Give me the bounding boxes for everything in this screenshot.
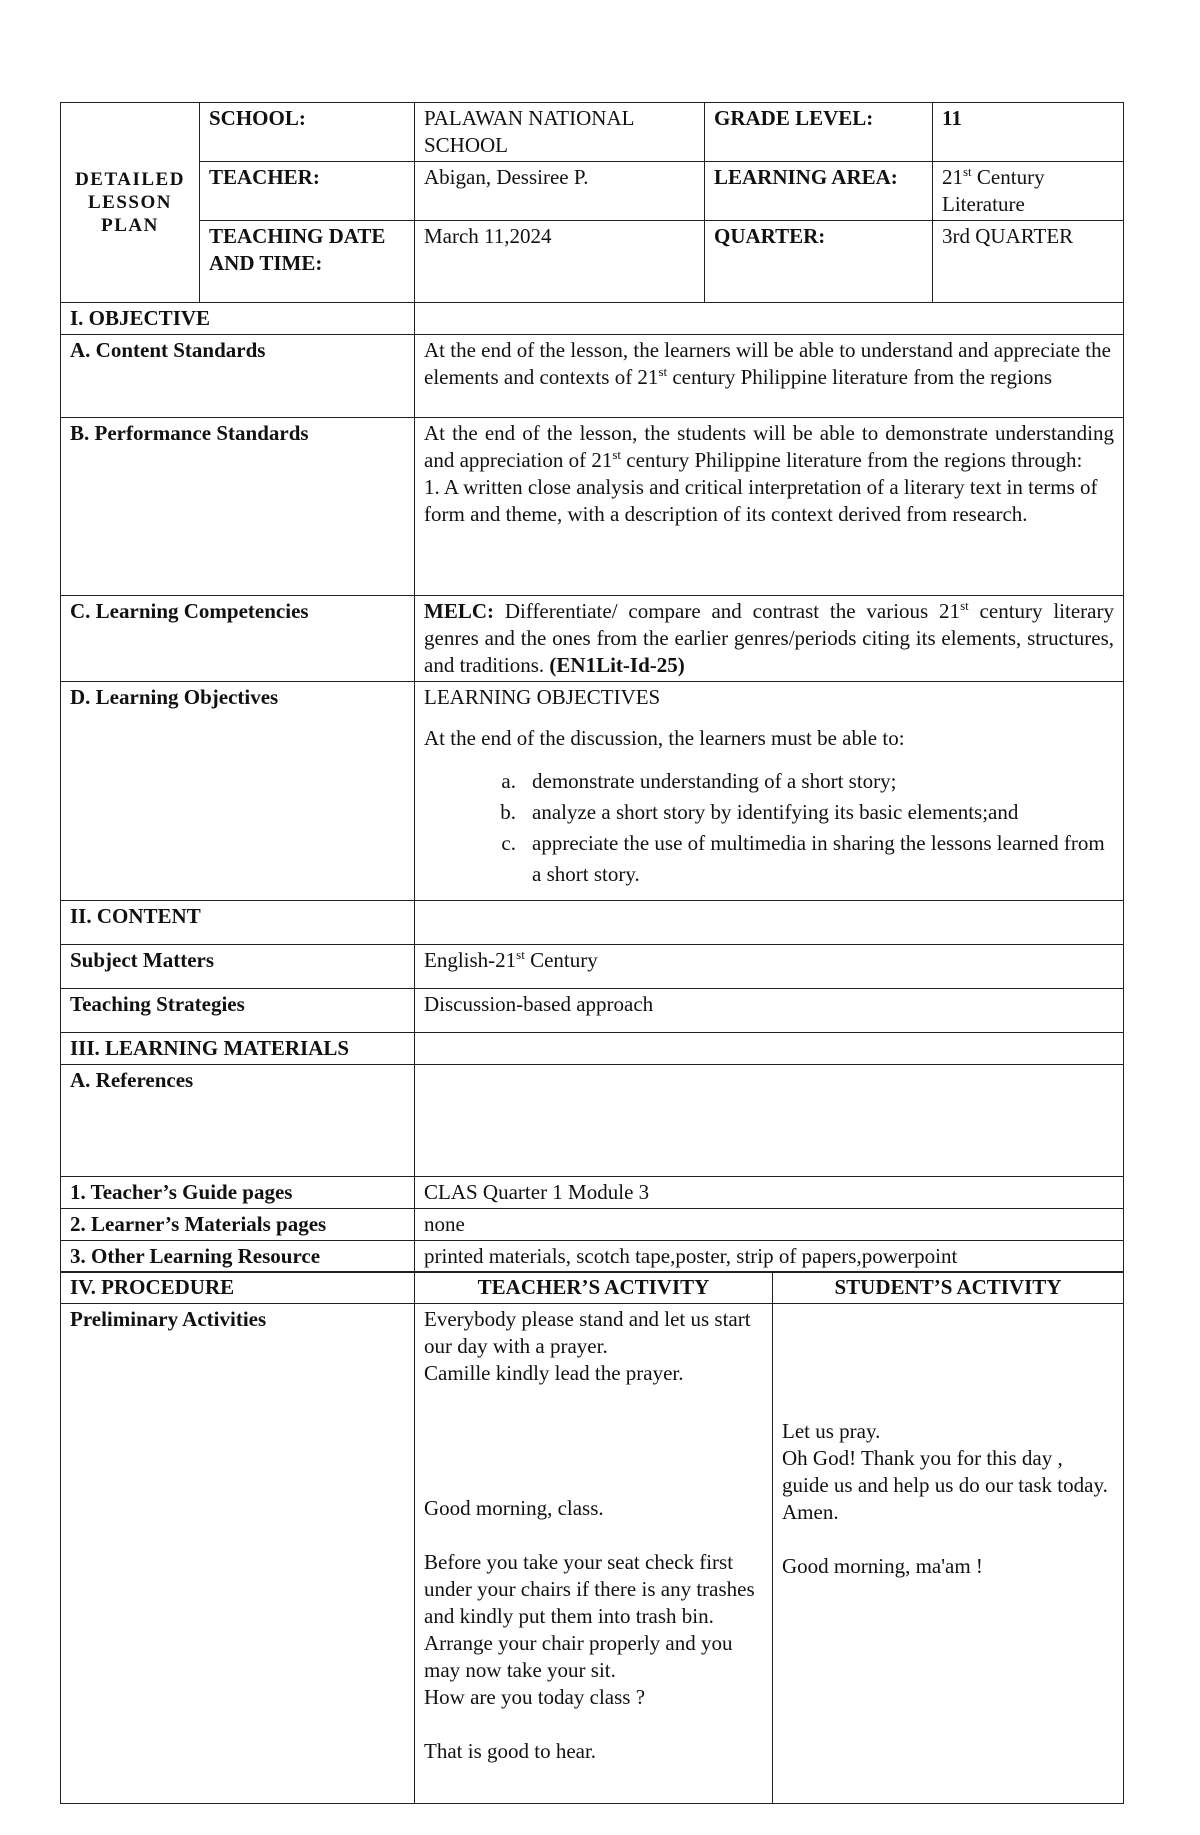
list-item: c. appreciate the use of multimedia in sharing the lessons learned from a short story. (501, 830, 1105, 886)
area-label: LEARNING AREA: (705, 162, 933, 221)
grade-value: 11 (933, 103, 1124, 162)
list-item: b. analyze a short story by identifying its basic elements;and (500, 799, 1019, 824)
date-label: TEACHING DATE AND TIME: (200, 221, 415, 303)
objective-title: I. OBJECTIVE (61, 302, 415, 334)
objectives-list (424, 766, 1114, 890)
school-value: PALAWAN NATIONAL SCHOOL (415, 103, 705, 162)
procedure-title: IV. PROCEDURE (61, 1272, 415, 1304)
objectives-value: LEARNING OBJECTIVES At the end of the discussion, the learners must be able to: a. demonstrate understanding of a short story; b. analyze a short story by identifying its basic elements;and c. appreciate the use of multimedia in sharing the lessons learned from a short story. (415, 681, 1124, 900)
content-title: II. CONTENT (61, 900, 415, 944)
teacher-label: TEACHER: (200, 162, 415, 221)
teacher-activity-header: TEACHER’S ACTIVITY (415, 1272, 773, 1304)
prelim-label: Preliminary Activities (61, 1304, 415, 1804)
lesson-plan-document (60, 102, 1123, 1804)
main-table (60, 302, 1124, 1273)
subject-label: Subject Matters (61, 944, 415, 988)
area-value: 21st Century Literature (933, 162, 1124, 221)
quarter-label: QUARTER: (705, 221, 933, 303)
competencies-label: C. Learning Competencies (61, 595, 415, 681)
procedure-table (60, 1271, 1124, 1804)
header-table (60, 102, 1124, 303)
list-item: a. demonstrate understanding of a short story; (501, 768, 897, 793)
student-activity-cell: Let us pray. Oh God! Thank you for this day , guide us and help us do our task today. Amen. Good morning, ma'am ! (773, 1304, 1124, 1804)
performance-standards-label: B. Performance Standards (61, 417, 415, 595)
content-standards-value: At the end of the lesson, the learners will be able to understand and appreciate the elements and contexts of 21st century Philippine literature from the regions (415, 334, 1124, 417)
strategies-value: Discussion-based approach (415, 988, 1124, 1032)
references-label: A. References (61, 1064, 415, 1176)
tg-value: CLAS Quarter 1 Module 3 (415, 1176, 1124, 1208)
teacher-value: Abigan, Dessiree P. (415, 162, 705, 221)
school-label: SCHOOL: (200, 103, 415, 162)
student-activity-header: STUDENT’S ACTIVITY (773, 1272, 1124, 1304)
other-resource-value: printed materials, scotch tape,poster, strip of papers,powerpoint (415, 1240, 1124, 1272)
dlp-title: DETAILED LESSON PLAN (61, 103, 200, 303)
performance-standards-value: At the end of the lesson, the students will be able to demonstrate understanding and appreciation of 21st century Philippine literature from the regions through: 1. A written close analysis and critical interpretation of a literary text in terms of form and theme, with a description of its context derived from research. (415, 417, 1124, 595)
competencies-value: MELC: Differentiate/ compare and contrast the various 21st century literary genres and the ones from the earlier genres/periods citing its elements, structures, and traditions. (EN1Lit-Id-25) (415, 595, 1124, 681)
lm-label: 2. Learner’s Materials pages (61, 1208, 415, 1240)
other-resource-label: 3. Other Learning Resource (61, 1240, 415, 1272)
materials-title: III. LEARNING MATERIALS (61, 1032, 415, 1064)
subject-value: English-21st Century (415, 944, 1124, 988)
lm-value: none (415, 1208, 1124, 1240)
tg-label: 1. Teacher’s Guide pages (61, 1176, 415, 1208)
teacher-activity-cell: Everybody please stand and let us start our day with a prayer. Camille kindly lead the prayer. Good morning, class. Before you take your seat check first under your chairs if there is any trashes and kindly put them into trash bin. Arrange your chair properly and you may now take your sit. How are you today class ? That is good to hear. (415, 1304, 773, 1804)
date-value: March 11,2024 (415, 221, 705, 303)
strategies-label: Teaching Strategies (61, 988, 415, 1032)
objectives-label: D. Learning Objectives (61, 681, 415, 900)
quarter-value: 3rd QUARTER (933, 221, 1124, 303)
content-standards-label: A. Content Standards (61, 334, 415, 417)
grade-label: GRADE LEVEL: (705, 103, 933, 162)
